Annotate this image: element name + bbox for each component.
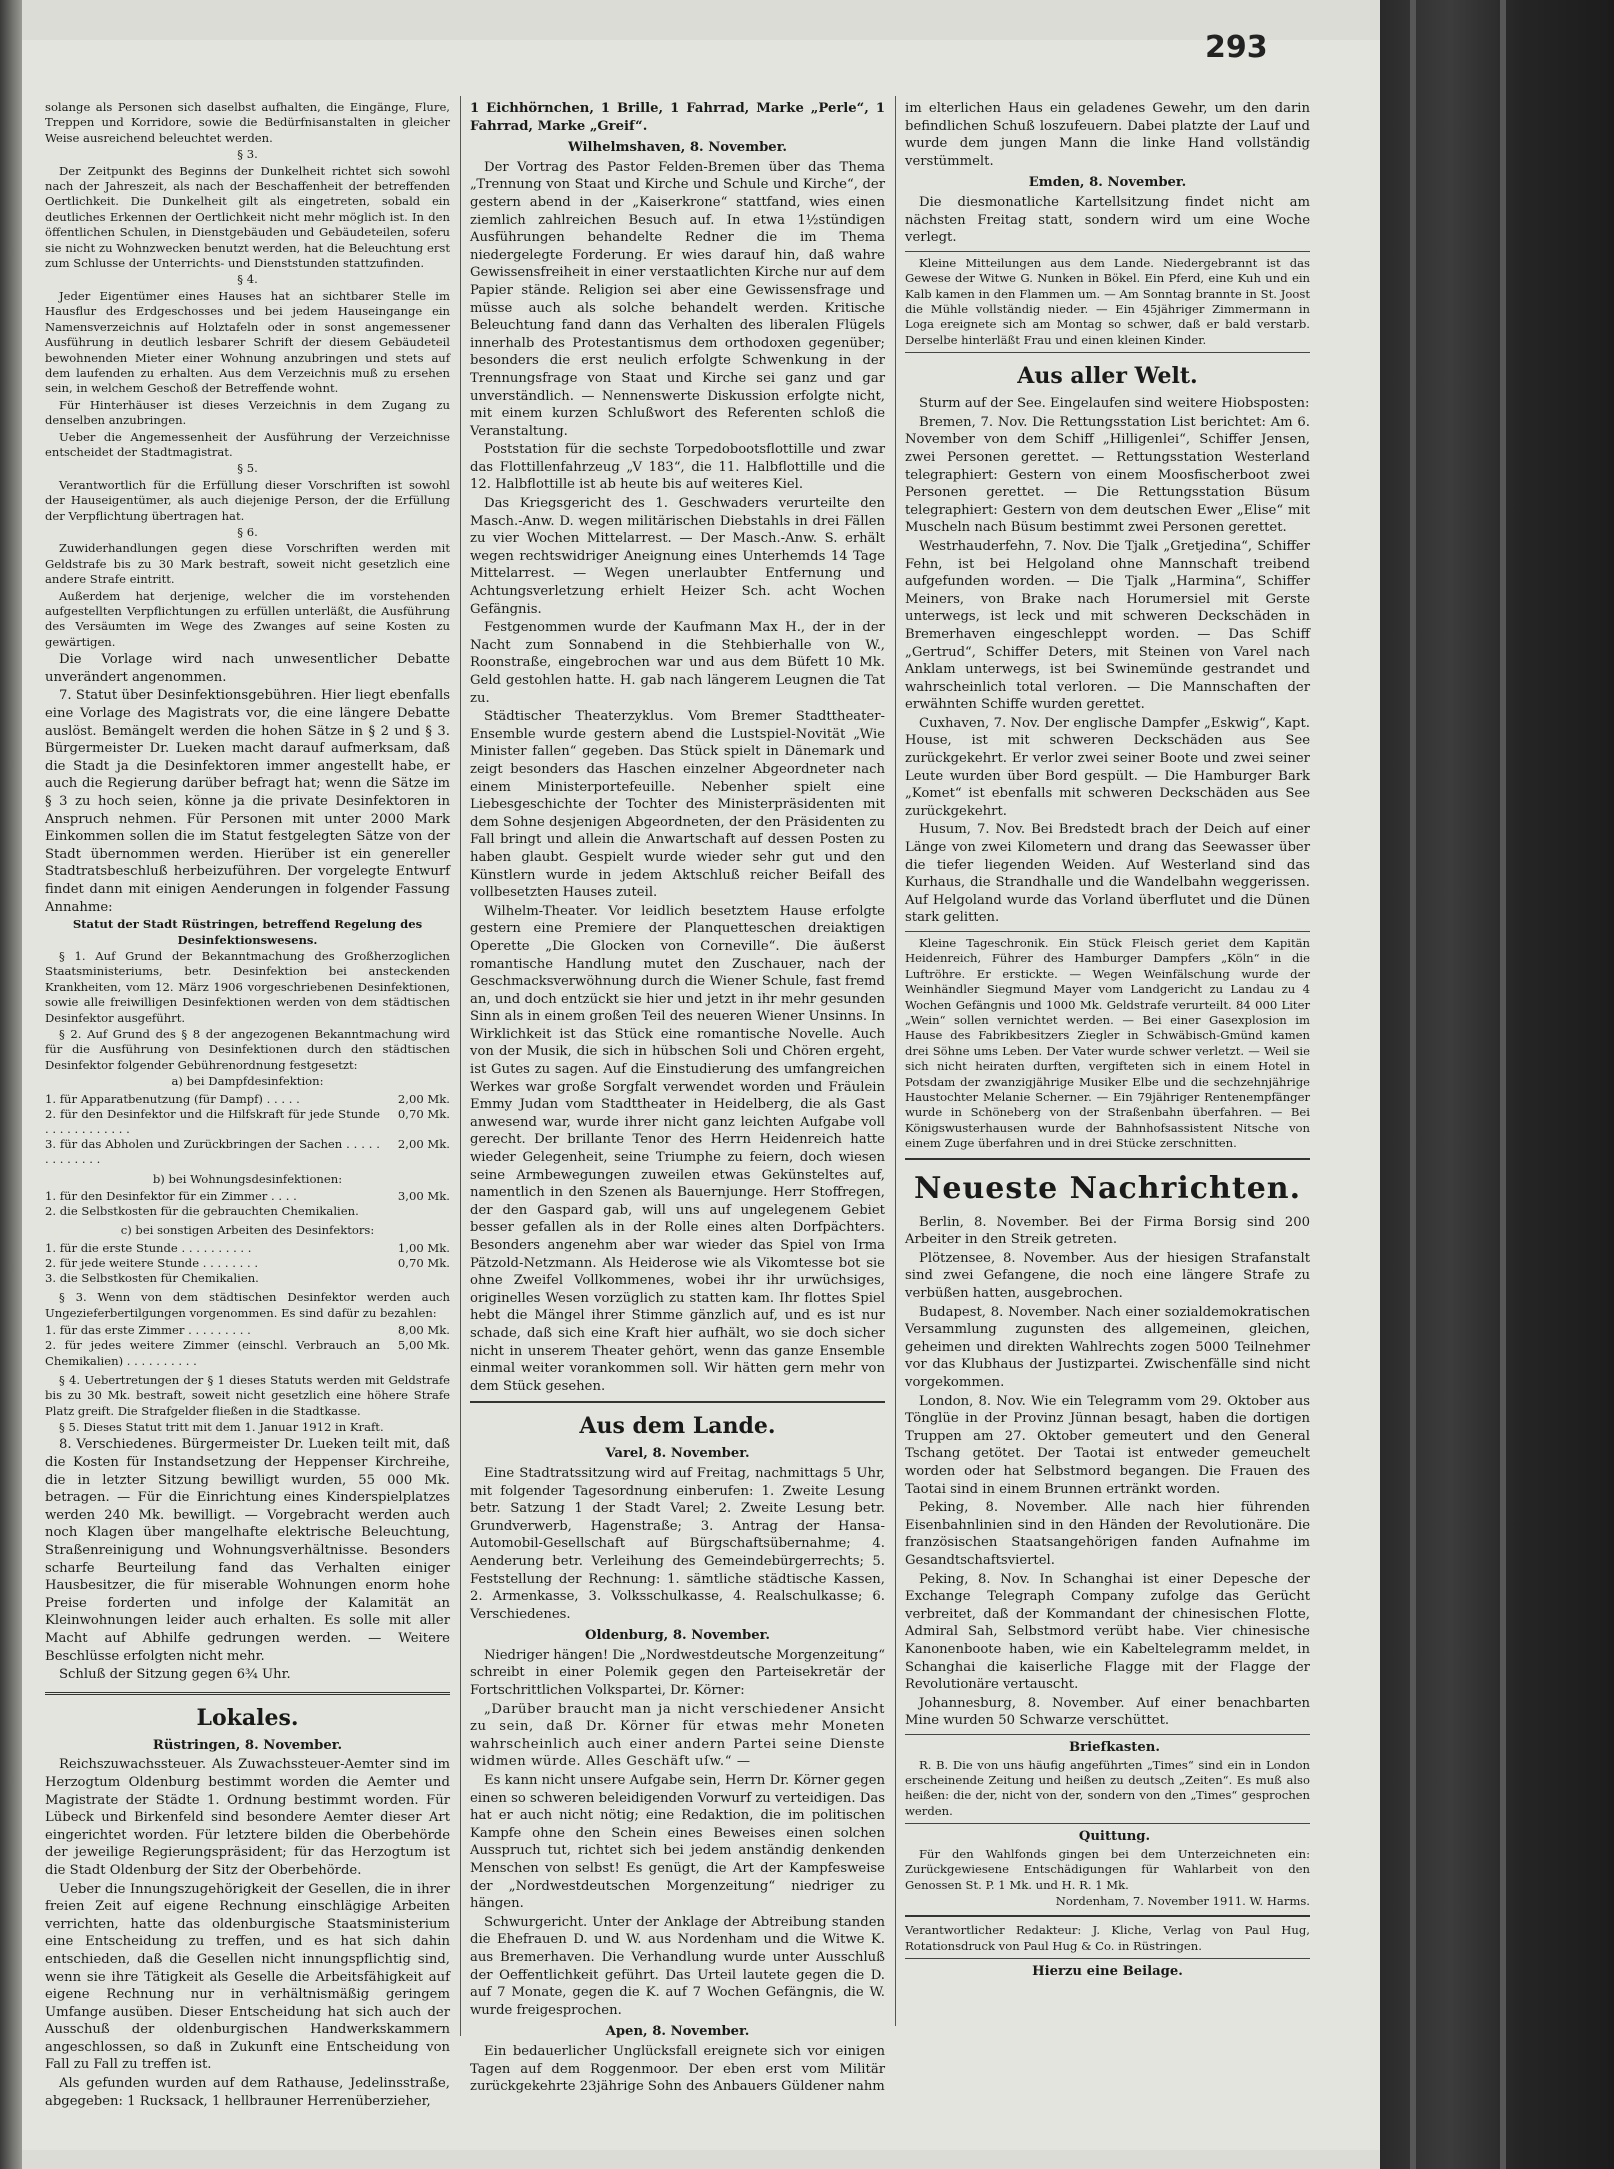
fee-label: 2. für jedes weitere Zimmer (einschl. Verbrauch an Chemikalien) . . . . . . . . . .	[45, 1338, 380, 1368]
fee-label: 1. für Apparatbenutzung (für Dampf) . . . . .	[45, 1091, 300, 1106]
section-heading-welt: Aus aller Welt.	[1017, 363, 1198, 390]
binding-stripe	[1410, 0, 1416, 2169]
paragraph: Als gefunden wurden auf dem Rathause, Jedelinsstraße, abgegeben: 1 Rucksack, 1 hellbrauner Herrenüberzieher,	[45, 2076, 450, 2109]
signature-line: Nordenham, 7. November 1911. W. Harms.	[1055, 1893, 1310, 1908]
section-divider	[905, 1958, 1310, 1959]
statute-paragraph: § 2. Auf Grund des § 8 der angezogenen Bekanntmachung wird für die Ausführung von Desinfektionen durch den städtischen Desinfektor folgender Gebührenordnung festgesetzt:	[45, 1026, 450, 1072]
news-item: London, 8. Nov. Wie ein Telegramm vom 29. Oktober aus Tönglüe in der Provinz Jünnan besagt, haben die dortigen Truppen am 27. Oktober gemeutert und den General Tschang getötet. Der Taotai ist entweder gemeuchelt worden oder hat Selbstmord begangen. Die Frauen des Taotai sind in einem Brunnen ertränkt worden.	[905, 1393, 1310, 1497]
section-divider	[905, 931, 1310, 932]
fee-amount: 8,00 Mk.	[397, 1323, 450, 1338]
fee-row	[45, 1256, 450, 1271]
fee-row	[45, 1189, 450, 1204]
quittung-heading: Quittung.	[1078, 1829, 1151, 1845]
paragraph: Schwurgericht. Unter der Anklage der Abtreibung standen die Ehefrauen D. und W. aus Nordenham und die Witwe K. aus Bremerhaven. Die Verhandlung wurde unter Ausschluß der Oeffentlichkeit geführt. Das Urteil lautete gegen die D. auf 7 Monate, gegen die K. auf 7 Wochen Gefängnis, die W. wurde freigesprochen.	[470, 1914, 885, 2018]
fee-amount: 0,70 Mk.	[397, 1106, 450, 1121]
news-item: Plötzensee, 8. November. Aus der hiesigen Strafanstalt sind zwei Gefangene, die noch eine längere Strafe zu verbüßen hatten, ausgebrochen.	[905, 1250, 1310, 1302]
paragraph: Bremen, 7. Nov. Die Rettungsstation List berichtet: Am 6. November von dem Schiff „Hilligenlei“, Schiffer Jensen, zwei Personen gerettet. — Rettungsstation Westerland telegraphiert: Gestern von einem Moosfischerboot zwei Personen gerettet. — Die Rettungsstation Büsum telegraphiert: Gestern von dem deutschen Ewer „Elise“ mit Muscheln nach Büsum bestimmt zwei Personen gerettet.	[905, 414, 1310, 536]
fee-amount: 3,00 Mk.	[397, 1189, 450, 1204]
news-item: Berlin, 8. November. Bei der Firma Borsig sind 200 Arbeiter in den Streik getreten.	[905, 1214, 1310, 1248]
paragraph: 1 Eichhörnchen, 1 Brille, 1 Fahrrad, Marke „Perle“, 1 Fahrrad, Marke „Greif“.	[470, 101, 885, 134]
fee-row	[45, 1137, 450, 1167]
paragraph: R. B. Die von uns häufig angeführten „Times“ sind ein in London erscheinende Zeitung und heißen zu deutsch „Zeiten“. Es muß also heißen: die der, nicht von der, sondern von den „Times“ gesprochen werden.	[905, 1757, 1310, 1818]
paragraph: Der Vortrag des Pastor Felden-Bremen über das Thema „Trennung von Staat und Kirche und Schule und Kirche“, der gestern abend in der „Kaiserkrone“ stattfand, wies einen ziemlich zahlreichen Besuch auf. In etwa 1½stündigen Ausführungen behandelte Redner die im Thema niedergelegte Forderung. Er wies darauf hin, daß wahre Gewissensfreiheit in einer verstaatlichten Kirche nur auf dem Papier stände. Religion sei aber eine Gewissensfrage und müsse auch als solche behandelt werden. Kritische Beleuchtung fand dann das Verhalten des liberalen Flügels innerhalb des Protestantismus dem orthodoxen gegenüber; besonders die erst neulich erfolgte Schwenkung in der Trennungsfrage von Staat und Kirche sei ganz und gar unverständlich. — Nennenswerte Diskussion erfolgte nicht, mit einem kurzen Schlußwort des Referenten schloß die Veranstaltung.	[470, 159, 885, 439]
paragraph: im elterlichen Haus ein geladenes Gewehr, um den darin befindlichen Schuß loszufeuern. Dabei platzte der Lauf und wurde dem jungen Mann die linke Hand vollständig verstümmelt.	[905, 101, 1310, 169]
paragraph: Kleine Tageschronik. Ein Stück Fleisch geriet dem Kapitän Heidenreich, Führer des Hamburger Dampfers „Köln“ in die Luftröhre. Er erstickte. — Wegen Weinfälschung wurde der Weinhändler Siegmund Mayer vom Landgericht zu Landau zu 4 Wochen Gefängnis und 1000 Mk. Geldstrafe verurteilt. 84 000 Liter „Wein“ sollen vernichtet werden. — Bei einer Gasexplosion im Hause des Fabrikbesitzers Ziegler in Schwäbisch-Gmünd kamen drei Söhne ums Leben. Der Vater wurde schwer verletzt. — Weil sie sich nicht heiraten durften, vergifteten sich in einem Hotel in Potsdam der zwanzigjährige Musiker Elbe und die sechzehnjährige Haustochter Melanie Scherner. — Ein 79jähriger Rentenempfänger wurde in Schöneberg von der Straßenbahn überfahren. — Bei Königswusterhausen wurde der Bahnhofsassistent Nitsche von einem Zuge überfahren und in drei Stücke zerschnitten.	[905, 936, 1310, 1151]
fee-label: 2. für jede weitere Stunde . . . . . . . .	[45, 1256, 259, 1271]
section-heading-neueste: Neueste Nachrichten.	[913, 1170, 1302, 1206]
fee-row	[45, 1338, 450, 1368]
paragraph: Der Zeitpunkt des Beginns der Dunkelheit richtet sich sowohl nach der Jahreszeit, als nach der Beschaffenheit der betreffenden Oertlichkeit. Die Dunkelheit gilt als eingetreten, sobald ein deutliches Erkennen der Oertlichkeit nicht mehr möglich ist. In den öffentlichen Schulen, in Dienstgebäuden und Gebäudeteilen, soferu sie nicht zu Wohnzwecken benutzt werden, hat die Beleuchtung erst zum Schlusse der Unterrichts- und Dienststunden stattzufinden.	[45, 163, 450, 271]
section-divider	[45, 1692, 450, 1695]
imprint: Verantwortlicher Redakteur: J. Kliche, Verlag von Paul Hug, Rotationsdruck von Paul Hug & Co. in Rüstringen.	[905, 1923, 1310, 1953]
binding-stripe	[1500, 0, 1506, 2169]
paragraph: Zuwiderhandlungen gegen diese Vorschriften werden mit Geldstrafe bis zu 30 Mark bestraft, soweit nicht gesetzlich eine andere Strafe eintritt.	[45, 541, 450, 587]
fee-row	[45, 1092, 450, 1107]
fee-amount	[380, 1271, 450, 1286]
fee-label: 1. für den Desinfektor für ein Zimmer . . . .	[45, 1189, 297, 1204]
fee-label: 2. die Selbstkosten für die gebrauchten Chemikalien.	[45, 1204, 359, 1219]
fee-label: 3. die Selbstkosten für Chemikalien.	[45, 1271, 259, 1286]
paragraph: Jeder Eigentümer eines Hauses hat an sichtbarer Stelle im Hausflur des Erdgeschosses und bei jedem Hauseingange ein Namensverzeichnis auf Holztafeln oder in sonst angemessener Ausführung in deutlich lesbarer Schrift der diesem Gebäudeteil bewohnenden Mieter einer Wohnung anzubringen und stets auf dem laufenden zu erhalten. Aus dem Verzeichnis muß zu ersehen sein, in welchem Geschoß der Betreffende wohnt.	[45, 288, 450, 396]
paragraph: Wilhelm-Theater. Vor leidlich besetztem Hause erfolgte gestern eine Premiere der Planquetteschen dreiaktigen Operette „Die Glocken von Corneville“. Die äußerst romantische Handlung mutet den Zuschauer, nach der Geschmacksverwöhnung durch die Wiener Schule, fast fremd an, und doch entzückt sie hier und jetzt in ihr mehr gesunden Sinn als in einem großen Teil des neueren Wiener Unsinns. In Wirklichkeit ist das Stück eine romantische Novelle. Auch von der Musik, die sich in hübschen Soli und Chören ergeht, ist Gutes zu sagen. Auf die Einstudierung des umfangreichen Werkes war große Sorgfalt verwendet worden und Fräulein Emmy Judan vom Stadttheater in Heidelberg, die als Gast anwesend war, wurde ihrer nicht ganz leichten Aufgabe voll gerecht. Der brillante Tenor des Herrn Heidenreich hatte wieder Gelegenheit, seine Triumphe zu feiern, doch wiesen seine Armbewegungen zuweilen etwas Gekünsteltes auf, namentlich in den Szenen als Bauernjunge. Herr Stoffregen, der den Gaspard gab, will uns auf ungelegenem Gebiet besser gefallen als in der Rolle eines alten Dorfpächters. Besonders angenehm aber war wieder das Spiel von Irma Pätzold-Netzmann. Als Heiderose wie als Vikomtesse bot sie ohne Zweifel Vollkommenes, wobei ihr ihr urwüchsiges, originelles Wesen vorzüglich zu statten kam. Ihr flottes Spiel hebt die Mängel ihrer Stimme gänzlich auf, und es ist nur schade, daß sich eine Kraft hier aufhält, wo sie doch sicher nicht in unserem Theater gehört, wenn das ganze Ensemble einmal weiter vorankommen soll. Wir hätten gern mehr von dem Stück gesehen.	[470, 903, 885, 1394]
column-separator	[895, 96, 896, 2026]
paragraph: Es kann nicht unsere Aufgabe sein, Herrn Dr. Körner gegen einen so schweren beleidigenden Vorwurf zu verteidigen. Das hat er auch nicht nötig; eine Redaktion, die im politischen Kampfe ohne den Schein eines Beweises einen solchen Ausspruch tut, richtet sich bei jedem anständig denkenden Menschen von selbst! Es genügt, die Art der Kampfesweise der „Nordwestdeutschen Morgenzeitung“ niedriger zu hängen.	[470, 1773, 885, 1912]
section-number: § 5.	[237, 461, 258, 476]
fee-table	[45, 1323, 450, 1369]
dateline: Apen, 8. November.	[605, 2024, 750, 2040]
paragraph: Eine Stadtratssitzung wird auf Freitag, nachmittags 5 Uhr, mit folgender Tagesordnung einberufen: 1. Zweite Lesung betr. Satzung 1 der Stadt Varel; 2. Zweite Lesung betr. Grundverwerb, Hagenstraße; 3. Antrag der Hansa-Automobil-Gesellschaft auf Bürgschaftsübernahme; 4. Aenderung betr. Verleihung des Gemeindebürgerrechts; 5. Feststellung der Rechnung: 1. sämtliche städtische Kassen, 2. Armenkasse, 3. Volksschulkasse, 4. Realschulkasse; 6. Verschiedenes.	[470, 1465, 885, 1622]
paragraph: Ueber die Angemessenheit der Ausführung der Verzeichnisse entscheidet der Stadtmagistrat.	[45, 429, 450, 459]
paragraph: Die Vorlage wird nach unwesentlicher Debatte unverändert angenommen.	[45, 652, 450, 685]
news-item: Peking, 8. November. Alle nach hier führenden Eisenbahnlinien sind in den Händen der Revolutionäre. Die französischen Staatsangehörigen fanden Aufnahme im Gesandtschaftsviertel.	[905, 1500, 1310, 1568]
fee-label: 2. für den Desinfektor und die Hilfskraft für jede Stunde . . . . . . . . . . . .	[45, 1106, 380, 1136]
paragraph: Kleine Mitteilungen aus dem Lande. Niedergebrannt ist das Gewese der Witwe G. Nunken in Bökel. Ein Pferd, eine Kuh und ein Kalb kamen in den Flammen um. — Am Sonntag brannte in St. Joost die Mühle vollständig nieder. — Ein 45jähriger Zimmermann in Loga ereignete sich am Montag so schwer, daß er bald verstarb. Derselbe hinterläßt Frau und einen kleinen Kinder.	[905, 255, 1310, 347]
paragraph: Westrhauderfehn, 7. Nov. Die Tjalk „Gretjedina“, Schiffer Fehn, ist bei Helgoland ohne Mannschaft treibend aufgefunden worden. — Die Tjalk „Harmina“, Schiffer Meiners, von Brake nach Horumersiel mit Gerste unterwegs, ist leck und mit schweren Deckschäden in Bremerhaven eingeschleppt worden. — Das Schiff „Gertrud“, Schiffer Deters, mit Steinen von Varel nach Anklam unterwegs, ist bei Swinemünde gestrandet und wahrscheinlich total verloren. — Die Mannschaften der erwähnten Schiffe wurden gerettet.	[905, 538, 1310, 713]
news-item: Peking, 8. Nov. In Schanghai ist einer Depesche der Exchange Telegraph Company zufolge das Gerücht verbreitet, daß der Kommandant der chinesischen Flotte, Admiral Sah, Selbstmord verübt habe. Vier chinesische Kanonenboote haben, wie ein Kabeltelegramm meldet, in Schanghai die kaiserliche Flagge mit der Flagge der Revolutionäre vertauscht.	[905, 1571, 1310, 1693]
fee-row	[45, 1204, 450, 1219]
book-binding	[1380, 0, 1614, 2169]
section-number: § 3.	[237, 147, 258, 162]
section-heading-lande: Aus dem Lande.	[579, 1413, 776, 1440]
fee-row	[45, 1323, 450, 1338]
fee-group-heading: c) bei sonstigen Arbeiten des Desinfektors:	[120, 1223, 375, 1238]
statute-paragraph: § 4. Uebertretungen der § 1 dieses Statuts werden mit Geldstrafe bis zu 30 Mk. bestraft, soweit nicht gesetzlich eine höhere Strafe Platz greift. Die Strafgelder fließen in die Stadtkasse.	[45, 1372, 450, 1418]
fee-amount: 0,70 Mk.	[397, 1256, 450, 1271]
dateline: Oldenburg, 8. November.	[584, 1628, 770, 1644]
fee-row	[45, 1241, 450, 1256]
column-separator	[460, 96, 461, 2036]
fee-row	[45, 1271, 450, 1286]
news-item: Johannesburg, 8. November. Auf einer benachbarten Mine wurden 50 Schwarze verschüttet.	[905, 1695, 1310, 1729]
paragraph: Ein bedauerlicher Unglücksfall ereignete sich vor einigen Tagen auf dem Roggenmoor. Der eben erst vom Militär zurückgekehrte 23jährige Sohn des Anbauers Güldener nahm	[470, 2043, 885, 2095]
fee-group-heading: b) bei Wohnungsdesinfektionen:	[152, 1171, 343, 1186]
page-number: 293	[1205, 30, 1268, 65]
paragraph: Festgenommen wurde der Kaufmann Max H., der in der Nacht zum Sonnabend in die Stehbierhalle von W., Roonstraße, eingebrochen war und aus dem Büfett 10 Mk. Geld gestohlen hatte. H. gab nach längerem Leugnen die Tat zu.	[470, 620, 885, 706]
section-divider	[470, 1401, 885, 1403]
dateline: Wilhelmshaven, 8. November.	[567, 140, 788, 156]
paragraph: Für den Wahlfonds gingen bei dem Unterzeichneten ein: Zurückgewiesene Entschädigungen für Wahlarbeit von den Genossen St. P. 1 Mk. und H. R. 1 Mk.	[905, 1846, 1310, 1892]
dateline: Varel, 8. November.	[605, 1446, 750, 1462]
paragraph: Außerdem hat derjenige, welcher die im vorstehenden aufgestellten Verpflichtungen zu erfüllen unterläßt, die Ausführung des Versäumten im Wege des Zwanges auf seine Kosten zu gewärtigen.	[45, 588, 450, 649]
fee-table	[45, 1092, 450, 1168]
news-item: Budapest, 8. November. Nach einer sozialdemokratischen Versammlung zugunsten des allgemeinen, gleichen, geheimen und direkten Wahlrechts zogen 5000 Teilnehmer vor das Klubhaus der Justizpartei. Zwischenfälle sind nicht vorgekommen.	[905, 1304, 1310, 1391]
briefkasten-heading: Briefkasten.	[1069, 1739, 1160, 1755]
fee-label: 1. für das erste Zimmer . . . . . . . . .	[45, 1323, 251, 1338]
column-1	[45, 100, 450, 2109]
statute-paragraph: § 1. Auf Grund der Bekanntmachung des Großherzoglichen Staatsministeriums, betr. Desinfektion bei ansteckenden Krankheiten, vom 12. März 1906 vorgeschriebenen Desinfektionen, sowie alle freiwilligen Desinfektionen werden von dem städtischen Desinfektor ausgeführt.	[45, 948, 450, 1025]
paragraph: Reichszuwachssteuer. Als Zuwachssteuer-Aemter sind im Herzogtum Oldenburg bestimmt worden die Aemter und Magistrate der Städte 1. Ordnung bestimmt worden. Für Lübeck und Birkenfeld sind besondere Aemter dieser Art eingerichtet worden. Für letztere bilden die Oberbehörde der jeweilige Regierungspräsident; für das Herzogtum ist die Stadt Oldenburg der Sitz der Oberbehörde.	[45, 1757, 450, 1878]
fee-row	[45, 1107, 450, 1137]
column-3	[905, 100, 1310, 2060]
fee-amount: 2,00 Mk.	[397, 1137, 450, 1152]
statute-paragraph: § 5. Dieses Statut tritt mit dem 1. Januar 1912 in Kraft.	[59, 1420, 384, 1435]
column-2	[470, 100, 885, 2095]
statute-title: Statut der Stadt Rüstringen, betreffend Regelung des Desinfektionswesens.	[72, 917, 423, 947]
fee-amount: 5,00 Mk.	[397, 1338, 450, 1353]
paragraph: Poststation für die sechste Torpedobootsflottille und zwar das Flottillenfahrzeug „V 183“, die 11. Halbflottille und die 12. Halbflottille ist ab heute bis auf weiteres Kiel.	[470, 442, 885, 493]
dateline: Rüstringen, 8. November.	[152, 1737, 343, 1753]
fee-label: 3. für das Abholen und Zurückbringen der Sachen . . . . . . . . . . . . .	[45, 1137, 380, 1167]
fee-table	[45, 1241, 450, 1287]
section-divider	[905, 251, 1310, 252]
supplement-note: Hierzu eine Beilage.	[1032, 1964, 1183, 1980]
section-number: § 4.	[237, 272, 258, 287]
section-divider	[905, 1823, 1310, 1824]
paragraph: Sturm auf der See. Eingelaufen sind weitere Hiobsposten:	[919, 396, 1310, 412]
section-divider	[905, 352, 1310, 353]
paragraph: Die diesmonatliche Kartellsitzung findet nicht am nächsten Freitag statt, sondern wird um eine Woche verlegt.	[905, 194, 1310, 246]
fee-amount	[380, 1204, 450, 1219]
section-divider	[905, 1734, 1310, 1735]
quotation: „Darüber braucht man ja nicht verschiedener Ansicht zu sein, daß Dr. Körner für etwas mehr Moneten wahrscheinlich auch einer andern Partei seine Dienste widmen würde. Alles Geschäft uſw.“ —	[470, 1701, 885, 1770]
section-heading-lokales: Lokales.	[196, 1704, 299, 1731]
paragraph: 8. Verschiedenes. Bürgermeister Dr. Lueken teilt mit, daß die Kosten für Instandsetzung der Heppenser Kirchreihe, die in letzter Sitzung bewilligt wurden, 55 000 Mk. betragen. — Für die Einrichtung eines Kinderspielplatzes werden 240 Mk. bewilligt. — Vorgebracht werden auch noch Klagen über mangelhafte elektrische Beleuchtung, Straßenreinigung und Wohnungsverhältnisse. Besonders scharfe Beurteilung fand das Verhalten einiger Hausbesitzer, die für miserable Wohnungen enorm hohe Preise forderten und infolge der Kalamität an Kleinwohnungen leider auch erhalten. Es solle mit aller Macht auf Abhilfe gedrungen werden. — Weitere Beschlüsse erfolgten nicht mehr.	[45, 1437, 450, 1664]
paragraph: Ueber die Innungszugehörigkeit der Gesellen, die in ihrer freien Zeit auf eigene Rechnung einschlägige Arbeiten verrichten, hatte das oldenburgische Staatsministerium eine Entscheidung zu treffen, und es hat sich dahin entschieden, daß die Gesellen nicht innungspflichtig sind, wenn sie ihre Tätigkeit als Geselle die Arbeitsfähigkeit auf eigene Rechnung nur in verhältnismäßig geringem Umfange ausüben. Dieser Entscheidung hat sich auch der Ausschuß der oldenburgischen Handwerkskammern angeschlossen, so daß in Zukunft eine Entscheidung von Fall zu Fall zu treffen ist.	[45, 1881, 450, 2073]
paragraph: Schluß der Sitzung gegen 6¾ Uhr.	[59, 1667, 291, 1683]
fee-label: 1. für die erste Stunde . . . . . . . . . .	[45, 1240, 252, 1255]
statute-paragraph: § 3. Wenn von dem städtischen Desinfektor werden auch Ungezieferbertilgungen vorgenommen. Es sind dafür zu bezahlen:	[45, 1290, 450, 1320]
section-divider	[905, 1158, 1310, 1160]
fee-table	[45, 1189, 450, 1219]
paragraph: solange als Personen sich daselbst aufhalten, die Eingänge, Flure, Treppen und Korridore, sowie die Bedürfnisanstalten in gleicher Weise ausreichend beleuchtet werden.	[45, 100, 450, 145]
scan-edge-left	[0, 0, 22, 2169]
paragraph: Verantwortlich für die Erfüllung dieser Vorschriften ist sowohl der Hauseigentümer, als auch diejenige Person, der die Erfüllung der Verpflichtung übertragen hat.	[45, 477, 450, 523]
section-divider	[905, 1915, 1310, 1917]
paragraph: Für Hinterhäuser ist dieses Verzeichnis in dem Zugang zu denselben anzubringen.	[45, 397, 450, 428]
paragraph: Städtischer Theaterzyklus. Vom Bremer Stadttheater-Ensemble wurde gestern abend die Lustspiel-Novität „Wie Minister fallen“ gegeben. Das Stück spielt in Dänemark und zeigt besonders das Haschen einzelner Abgeordneter nach einem Ministerportefeuille. Nebenher spielt eine Liebesgeschichte der Tochter des Ministerpräsidenten mit dem Sohne desjenigen Abgeordneten, der den Präsidenten zu Fall bringt und allein die Anwartschaft auf dessen Posten zu haben glaubt. Gespielt wurde wieder sehr gut und den Künstlern wurde in jedem Aktschluß reicher Beifall des vollbesetzten Hauses zuteil.	[470, 709, 885, 901]
fee-amount: 1,00 Mk.	[397, 1240, 450, 1255]
fee-group-heading: a) bei Dampfdesinfektion:	[171, 1074, 324, 1089]
paragraph: Niedriger hängen! Die „Nordwestdeutsche Morgenzeitung“ schreibt in einer Polemik gegen den Parteisekretär der Fortschrittlichen Volkspartei, Dr. Körner:	[470, 1647, 885, 1699]
dateline: Emden, 8. November.	[1028, 175, 1187, 191]
paragraph: Husum, 7. Nov. Bei Bredstedt brach der Deich auf einer Länge von zwei Kilometern und drang das Seewasser über die tiefer liegenden Weiden. Auf Westerland sind das Kurhaus, die Strandhalle und die Wandelbahn weggerissen. Auf Helgoland wurde das Vorland überflutet und die Dünen stark gelitten.	[905, 822, 1310, 926]
section-number: § 6.	[237, 524, 258, 539]
paragraph: 7. Statut über Desinfektionsgebühren. Hier liegt ebenfalls eine Vorlage des Magistrats vor, die eine längere Debatte auslöst. Bemängelt werden die hohen Sätze in § 2 und § 3. Bürgermeister Dr. Lueken macht darauf aufmerksam, daß die Stadt ja die Desinfektoren immer angestellt habe, er auch die Regierung darüber befragt hat; wenn die Sätze im § 3 zu hoch seien, könne ja die private Desinfektoren in Anspruch nehmen. Für Personen mit unter 2000 Mark Einkommen sollen die im Statut festgelegten Sätze von der Stadt übernommen werden. Hierüber ist ein genereller Stadtratsbeschluß herbeizuführen. Der vorgelegte Entwurf findet dann mit einigen Aenderungen in folgender Fassung Annahme:	[45, 688, 450, 915]
paragraph: Das Kriegsgericht des 1. Geschwaders verurteilte den Masch.-Anw. D. wegen militärischen Diebstahls in drei Fällen zu vier Wochen Mittelarrest. — Der Masch.-Anw. S. erhält wegen rechtswidriger Aneignung eines Unterhemds 14 Tage Mittelarrest. — Wegen unerlaubter Entfernung und Achtungsverletzung erhielt Heizer Sch. acht Wochen Gefängnis.	[470, 496, 885, 617]
paragraph: Cuxhaven, 7. Nov. Der englische Dampfer „Eskwig“, Kapt. House, ist mit schweren Deckschäden aus See zurückgekehrt. Er verlor zwei seiner Boote und zwei seiner Leute wurden über Bord gespült. — Die Hamburger Bark „Komet“ ist ebenfalls mit schweren Deckschäden aus See zurückgekehrt.	[905, 715, 1310, 819]
fee-amount: 2,00 Mk.	[397, 1091, 450, 1106]
